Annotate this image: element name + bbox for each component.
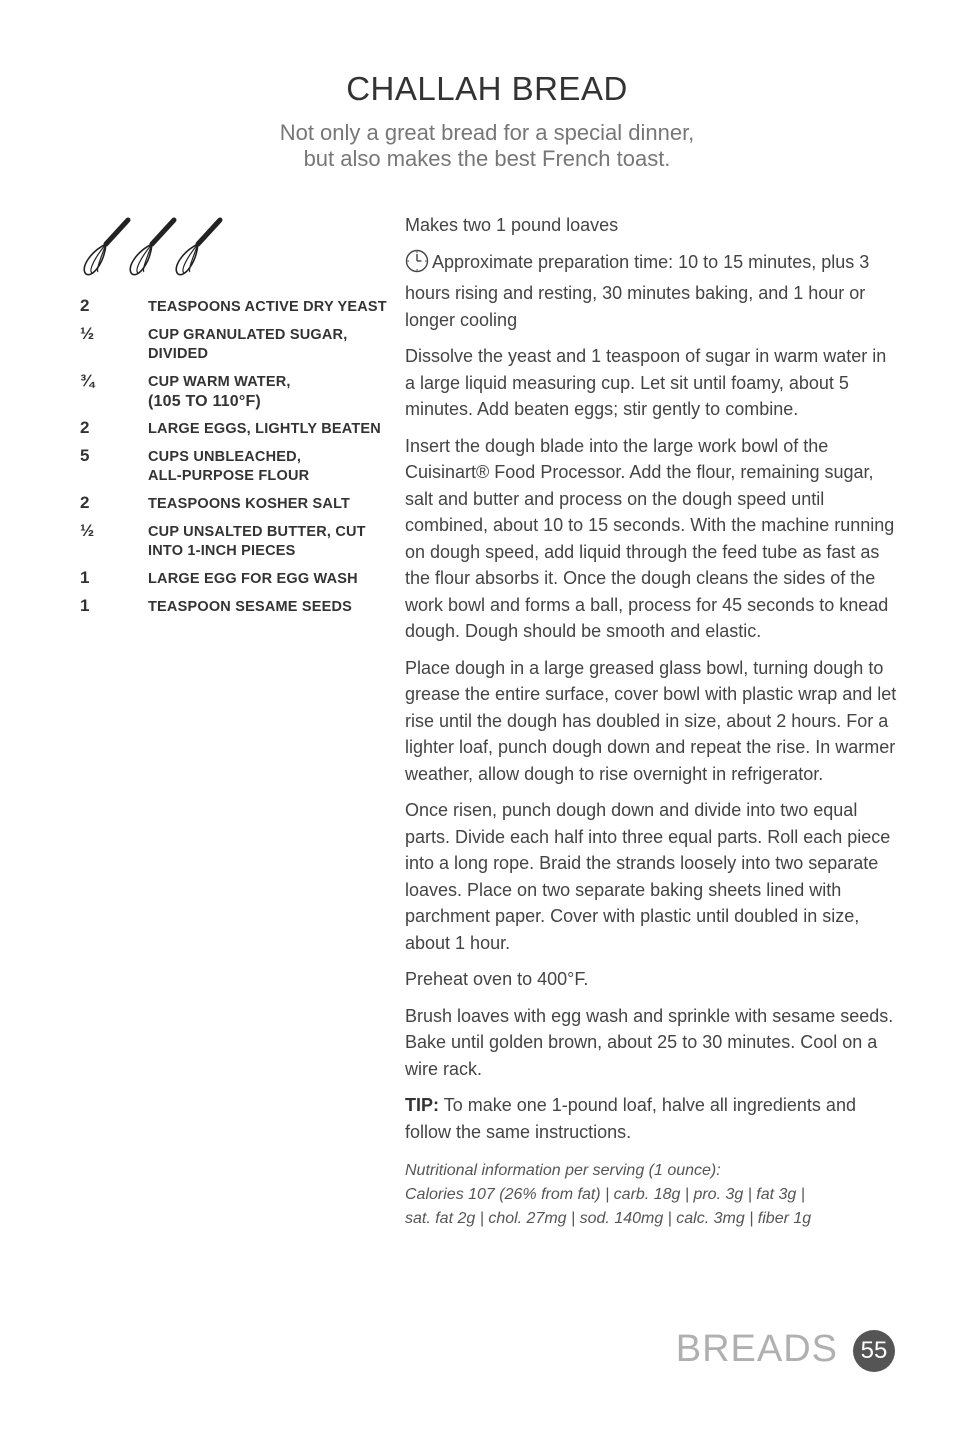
recipe-subtitle	[0, 120, 954, 172]
section-label: BREADS	[675, 1328, 838, 1370]
ingredient-item	[80, 324, 390, 364]
ingredient-text	[148, 446, 388, 486]
step-paragraph: Preheat oven to 400°F.	[405, 969, 589, 989]
ingredient-line: CUP WARM WATER,	[148, 374, 291, 390]
ingredient-item	[80, 371, 390, 411]
ingredient-text	[148, 596, 388, 617]
ingredient-text	[148, 568, 388, 589]
recipe-title: CHALLAH BREAD	[346, 70, 628, 107]
step-paragraph: Insert the dough blade into the large work bowl of the Cuisinart® Food Processor. Add the flour, remaining sugar, salt and butter and process on the dough speed until combined, about 10 to 15 seconds. With the machine running on dough speed, add liquid through the feed tube as fast as the flour absorbs it. Once the dough cleans the sides of the work bowl and forms a ball, process for 45 seconds to knead dough. Dough should be smooth and elastic.	[405, 435, 895, 641]
ingredient-line: DIVIDED	[148, 346, 209, 362]
ingredient-qty: 2	[80, 493, 90, 512]
ingredient-qty: 2	[80, 418, 90, 437]
prep-time-text: Approximate preparation time: 10 to 15 minutes, plus 3 hours rising and resting, 30 minutes baking, and 1 hour or longer cooling	[405, 251, 870, 330]
tip-label: TIP:	[405, 1095, 439, 1115]
ingredient-text	[148, 493, 388, 514]
clock-icon	[405, 249, 429, 281]
ingredient-line: (105 TO 110°F)	[148, 393, 261, 410]
step-paragraph: Once risen, punch dough down and divide into two equal parts. Divide each half into three equal parts. Roll each piece into a long rope. Braid the strands loosely into two separate loaves. Place on two separate baking sheets lined with parchment paper. Cover with plastic until doubled in size, about 1 hour.	[405, 800, 891, 953]
ingredient-item	[80, 493, 390, 514]
ingredient-text	[148, 324, 388, 364]
ingredient-item	[80, 296, 390, 317]
prep-time	[405, 249, 900, 334]
yield-text: Makes two 1 pound loaves	[405, 215, 619, 235]
ingredient-qty: ½	[80, 324, 95, 343]
ingredient-line: CUPS UNBLEACHED,	[148, 449, 302, 465]
nutrition-line: sat. fat 2g | chol. 27mg | sod. 140mg | calc. 3mg | fiber 1g	[405, 1210, 812, 1227]
ingredient-line: CUP GRANULATED SUGAR,	[148, 327, 348, 343]
page-number: 55	[853, 1330, 895, 1372]
ingredient-line: TEASPOONS KOSHER SALT	[148, 496, 351, 512]
ingredient-qty: 1	[80, 568, 90, 587]
ingredient-line: INTO 1-INCH PIECES	[148, 543, 296, 559]
step-paragraph: Dissolve the yeast and 1 teaspoon of sugar in warm water in a large liquid measuring cup. Let sit until foamy, about 5 minutes. Add beaten eggs; stir gently to combine.	[405, 346, 887, 419]
ingredient-qty: 2	[80, 296, 90, 315]
ingredient-qty: 5	[80, 446, 90, 465]
whisk-icon	[130, 220, 174, 275]
ingredient-item	[80, 446, 390, 486]
ingredient-item	[80, 418, 390, 439]
ingredient-line: ALL-PURPOSE FLOUR	[148, 468, 310, 484]
whisk-icons	[78, 216, 228, 278]
instructions	[405, 212, 900, 1231]
whisk-icon	[84, 220, 128, 275]
ingredient-line: TEASPOON SESAME SEEDS	[148, 599, 353, 615]
tip	[405, 1092, 900, 1145]
tip-text: To make one 1-pound loaf, halve all ingredients and follow the same instructions.	[405, 1095, 856, 1142]
step-paragraph: Brush loaves with egg wash and sprinkle with sesame seeds. Bake until golden brown, about 25 to 30 minutes. Cool on a wire rack.	[405, 1005, 894, 1079]
ingredient-line: TEASPOONS ACTIVE DRY YEAST	[148, 299, 387, 315]
ingredient-list	[80, 296, 390, 624]
difficulty-rating	[78, 216, 228, 278]
ingredient-qty: 1	[80, 596, 90, 615]
ingredient-line: CUP UNSALTED BUTTER, CUT	[148, 524, 366, 540]
ingredient-qty: ¾	[80, 371, 95, 390]
ingredient-text	[148, 521, 388, 561]
ingredient-item	[80, 568, 390, 589]
whisk-icon	[176, 220, 220, 275]
step-paragraph: Place dough in a large greased glass bowl, turning dough to grease the entire surface, cover bowl with plastic wrap and let rise until the dough has doubled in size, about 2 hours. For a lighter loaf, punch dough down and repeat the rise. In warmer weather, allow dough to rise overnight in refrigerator.	[405, 657, 897, 784]
nutrition-heading: Nutritional information per serving (1 ounce):	[405, 1162, 721, 1179]
ingredient-item	[80, 521, 390, 561]
ingredient-text	[148, 371, 388, 411]
nutrition-line: Calories 107 (26% from fat) | carb. 18g | pro. 3g | fat 3g |	[405, 1186, 805, 1203]
ingredient-text	[148, 418, 388, 439]
subtitle-line-1: Not only a great bread for a special dinner,	[279, 120, 695, 145]
ingredient-qty: ½	[80, 521, 95, 540]
ingredient-item	[80, 596, 390, 617]
ingredient-text	[148, 296, 388, 317]
subtitle-line-2: but also makes the best French toast.	[303, 146, 671, 171]
ingredient-line: LARGE EGGS, LIGHTLY BEATEN	[148, 421, 381, 437]
ingredient-line: LARGE EGG FOR EGG WASH	[148, 571, 358, 587]
